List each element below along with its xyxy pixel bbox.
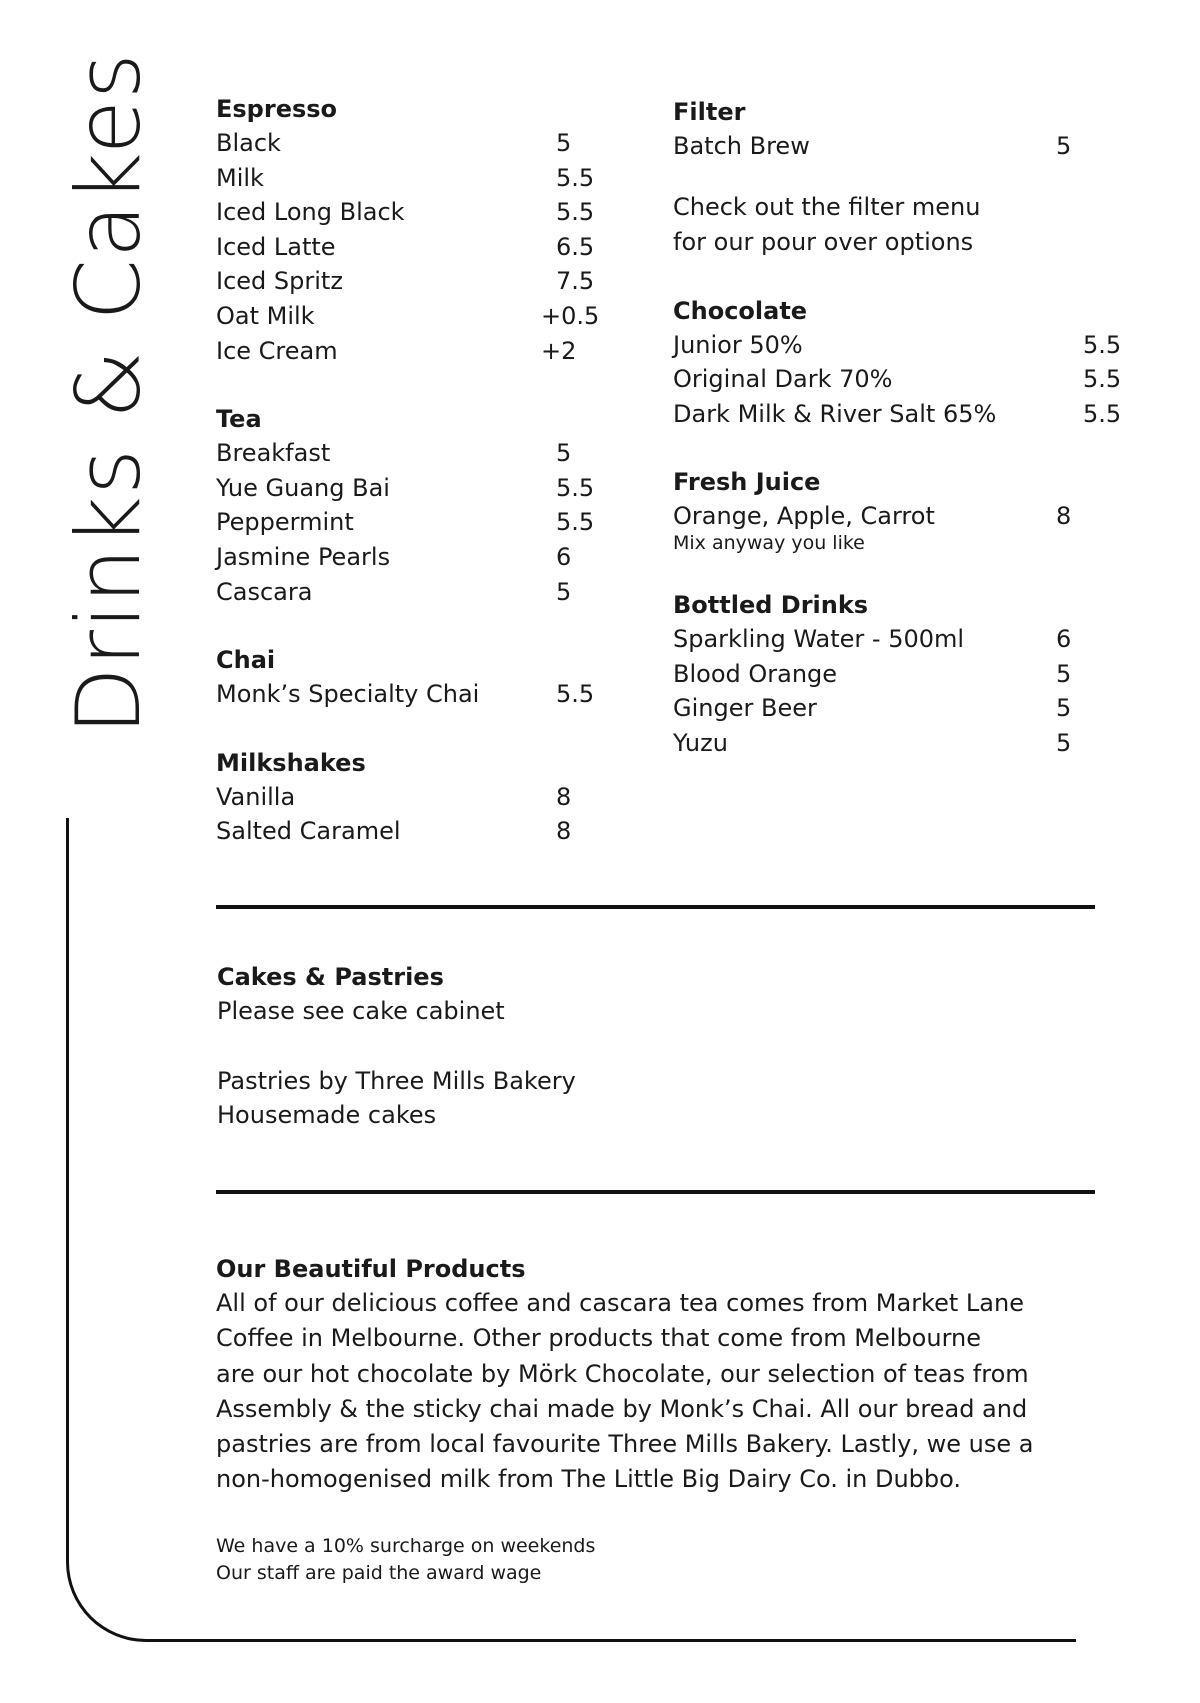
item-name: Peppermint — [216, 508, 354, 537]
products-line: are our hot chocolate by Mörk Chocolate, our selection of teas from — [216, 1359, 1029, 1388]
menu-item — [673, 499, 1093, 534]
item-price: 5 — [556, 129, 572, 157]
menu-item — [216, 814, 606, 849]
products-line: Coffee in Melbourne. Other products that come from Melbourne — [216, 1324, 981, 1353]
item-price: 8 — [556, 782, 572, 811]
section-title: Our Beautiful Products — [216, 1255, 526, 1283]
item-price: 5 — [1056, 132, 1072, 160]
item-name: Milk — [216, 163, 264, 192]
item-name: Monk’s Specialty Chai — [216, 680, 480, 709]
decorative-frame — [66, 818, 1076, 1642]
left-column — [216, 92, 606, 883]
section-title: Filter — [673, 98, 746, 126]
section-title: Chai — [216, 646, 276, 675]
menu-item — [673, 726, 1093, 761]
item-name: Oat Milk — [216, 301, 315, 330]
menu-item — [216, 575, 606, 610]
menu-item — [216, 436, 606, 471]
item-price: 6 — [1056, 624, 1072, 653]
menu-item — [216, 264, 606, 299]
juice-note: Mix anyway you like — [673, 531, 865, 554]
cakes-line: Pastries by Three Mills Bakery — [217, 1066, 576, 1095]
item-name: Iced Long Black — [216, 198, 405, 227]
item-price: 5 — [556, 439, 572, 468]
item-name: Sparkling Water - 500ml — [673, 624, 965, 653]
item-price: 5.5 — [556, 163, 595, 192]
menu-item — [216, 195, 606, 230]
item-name: Vanilla — [216, 782, 296, 811]
item-price: 5 — [1056, 659, 1072, 688]
item-price: 5.5 — [556, 508, 595, 537]
cakes-line: Please see cake cabinet — [217, 997, 505, 1025]
products-line: non-homogenised milk from The Little Big Dairy Co. in Dubbo. — [216, 1465, 962, 1494]
footnote-surcharge: We have a 10% surcharge on weekends — [216, 1535, 596, 1557]
section-title: Espresso — [216, 95, 338, 123]
item-name: Batch Brew — [673, 132, 810, 160]
section-filter — [673, 95, 1093, 260]
divider — [216, 1190, 1095, 1194]
products-line: pastries are from local favourite Three Mills Bakery. Lastly, we use a — [216, 1430, 1034, 1459]
products-line: Assembly & the sticky chai made by Monk’s Chai. All our bread and — [216, 1394, 1028, 1423]
item-price: 5.5 — [1083, 330, 1122, 359]
item-price: 8 — [556, 817, 572, 846]
spacer — [217, 1029, 917, 1064]
menu-item — [673, 328, 1122, 363]
item-name: Breakfast — [216, 439, 331, 468]
item-price: 6.5 — [556, 232, 595, 261]
item-name: Yue Guang Bai — [216, 473, 390, 502]
menu-item — [216, 161, 606, 196]
footnote-wage: Our staff are paid the award wage — [216, 1562, 542, 1584]
section-title: Chocolate — [673, 296, 808, 325]
item-name: Yuzu — [673, 728, 728, 757]
products-line: All of our delicious coffee and cascara tea comes from Market Lane — [216, 1289, 1024, 1317]
item-price: 5.5 — [556, 473, 595, 502]
section-title: Milkshakes — [216, 748, 366, 777]
filter-note-line: Check out the filter menu — [673, 192, 981, 221]
menu-item — [216, 780, 606, 815]
section-tea — [216, 402, 606, 609]
menu-item — [216, 230, 606, 265]
item-price: 5.5 — [1083, 365, 1122, 394]
section-milkshakes — [216, 746, 606, 849]
menu-item — [673, 129, 1093, 164]
menu-item — [216, 471, 606, 506]
item-name: Iced Spritz — [216, 267, 343, 296]
section-chai — [216, 643, 606, 712]
item-name: Salted Caramel — [216, 817, 401, 846]
menu-item — [216, 505, 606, 540]
filter-note-line: for our pour over options — [673, 227, 974, 256]
item-name: Original Dark 70% — [673, 365, 893, 394]
item-name: Orange, Apple, Carrot — [673, 502, 935, 531]
section-title: Fresh Juice — [673, 468, 821, 497]
menu-item — [216, 540, 606, 575]
filter-note — [673, 190, 1093, 260]
item-name: Junior 50% — [673, 330, 803, 359]
item-name: Ice Cream — [216, 336, 338, 365]
section-fresh-juice — [673, 465, 1093, 554]
menu-item — [673, 622, 1093, 657]
section-products — [216, 1252, 1106, 1498]
item-name: Jasmine Pearls — [216, 542, 391, 571]
section-bottled-drinks — [673, 588, 1093, 760]
item-price: 5.5 — [556, 198, 595, 227]
section-chocolate — [673, 294, 1122, 432]
item-name: Dark Milk & River Salt 65% — [673, 399, 997, 428]
item-name: Blood Orange — [673, 659, 838, 688]
item-price: +0.5 — [541, 301, 600, 330]
section-espresso — [216, 92, 606, 368]
item-name: Black — [216, 129, 281, 157]
menu-title: Drinks & Cakes — [57, 52, 160, 735]
menu-item — [673, 362, 1122, 397]
item-price: 6 — [556, 542, 572, 571]
section-title: Cakes & Pastries — [217, 963, 444, 991]
cakes-line: Housemade cakes — [217, 1101, 437, 1129]
item-price: 5 — [1056, 728, 1072, 757]
menu-item — [673, 657, 1093, 692]
menu-item — [673, 691, 1093, 726]
section-title: Bottled Drinks — [673, 590, 869, 619]
menu-item — [673, 397, 1122, 432]
item-name: Cascara — [216, 577, 313, 606]
item-price: 5 — [1056, 694, 1072, 723]
divider — [216, 905, 1095, 909]
item-price: 8 — [1056, 502, 1072, 531]
menu-item — [216, 677, 606, 712]
item-name: Ginger Beer — [673, 694, 817, 723]
item-price: 5.5 — [1083, 399, 1122, 428]
item-price: +2 — [541, 336, 577, 365]
menu-item — [216, 299, 606, 334]
section-title: Tea — [216, 405, 262, 434]
section-cakes-pastries — [217, 960, 917, 1133]
item-name: Iced Latte — [216, 232, 336, 261]
footnotes — [216, 1533, 816, 1587]
menu-item — [216, 126, 606, 161]
menu-item — [216, 334, 606, 369]
item-price: 5.5 — [556, 680, 595, 709]
item-price: 7.5 — [556, 267, 595, 296]
right-column — [673, 95, 1122, 794]
item-price: 5 — [556, 577, 572, 606]
